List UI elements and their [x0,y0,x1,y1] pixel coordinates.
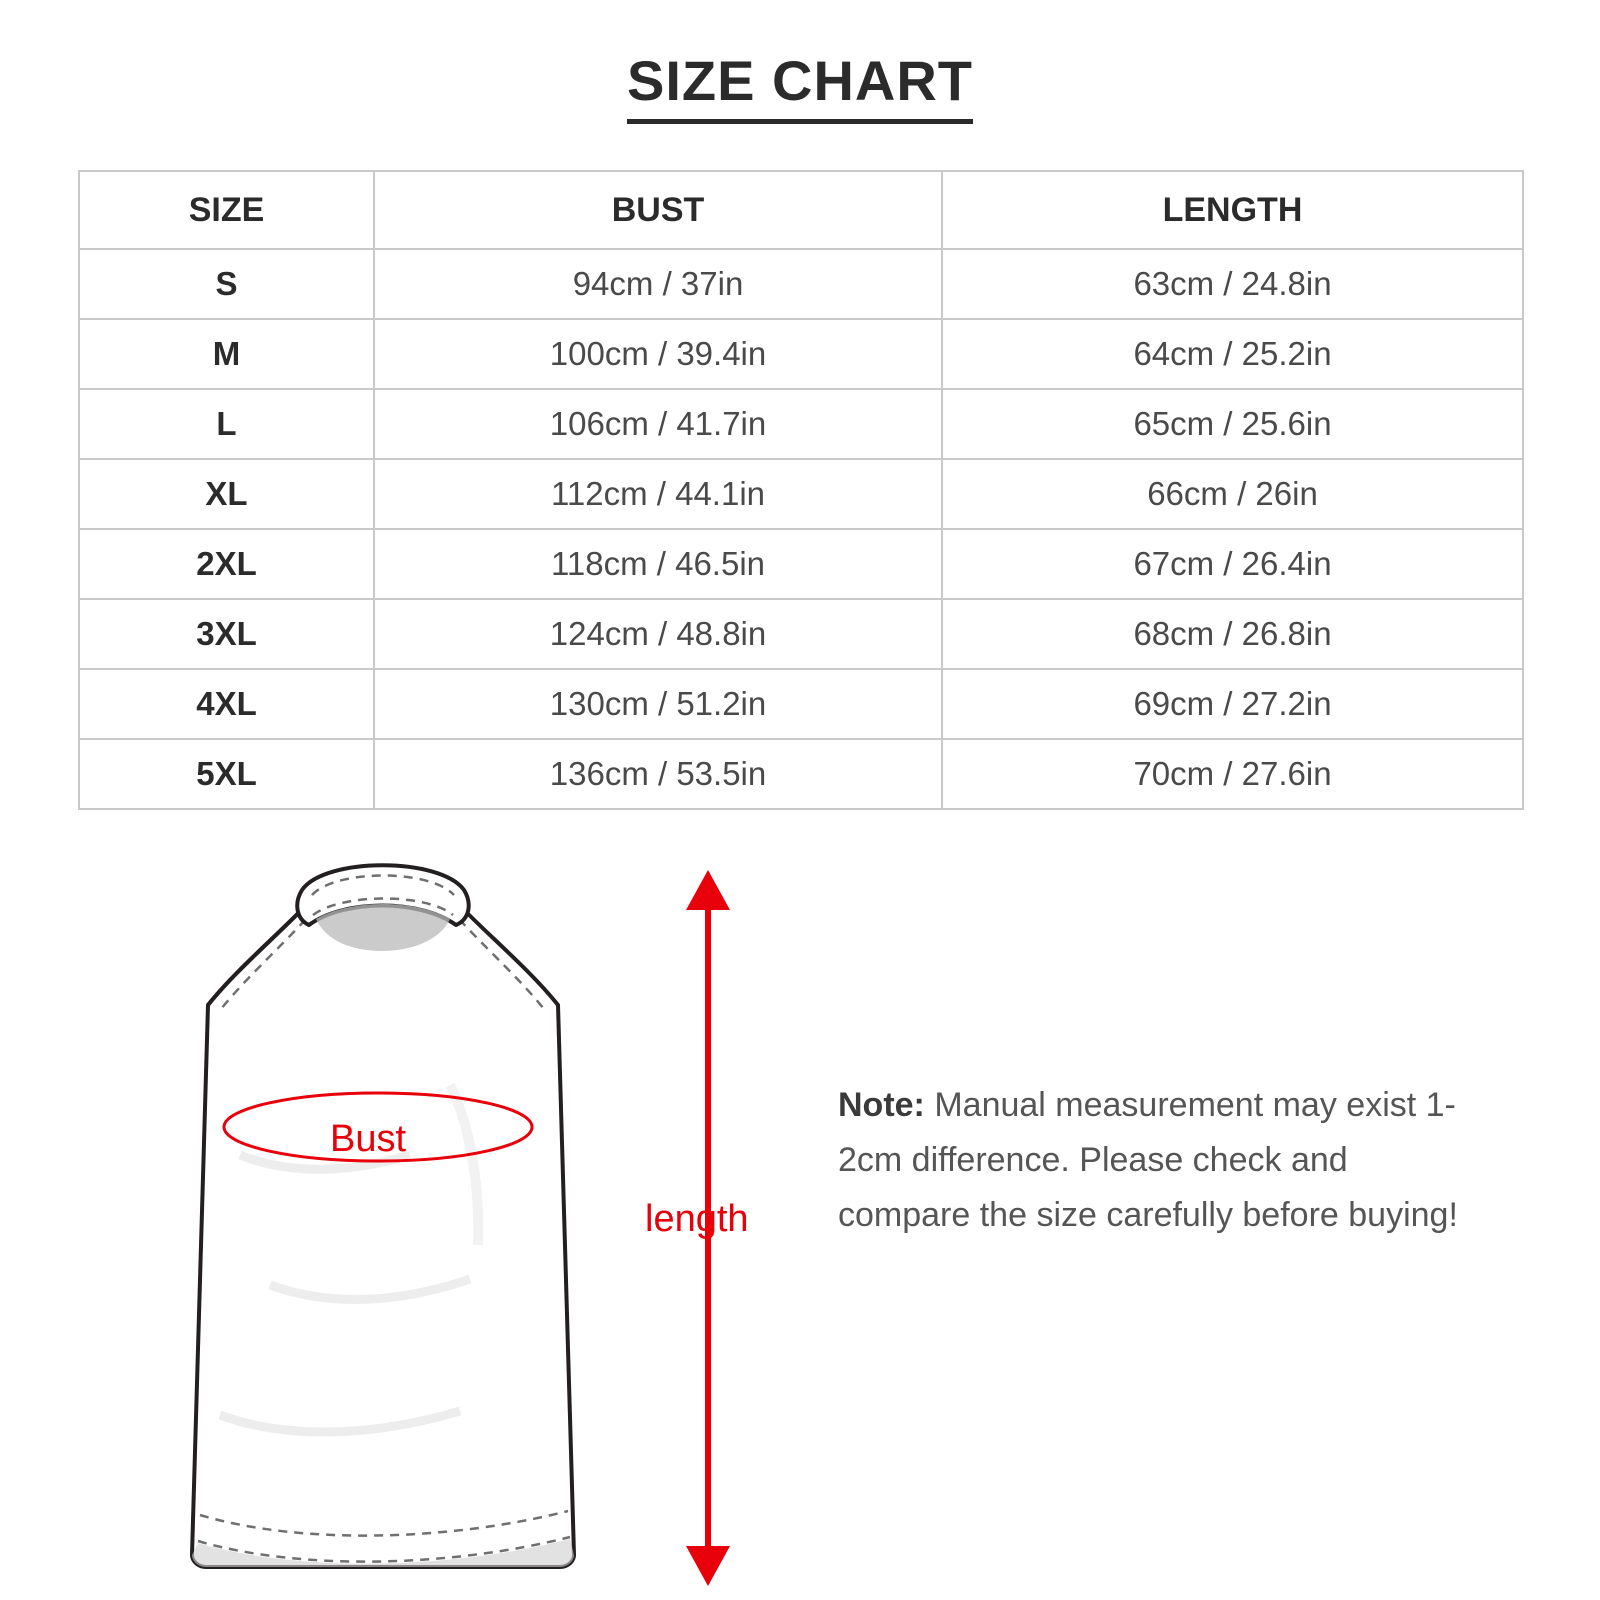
table-row [79,739,1523,809]
cell-bust: 94cm / 37in [374,249,942,319]
table-row [79,389,1523,459]
cell-size: XL [79,459,374,529]
cell-size: M [79,319,374,389]
cell-length: 66cm / 26in [942,459,1523,529]
cell-size: S [79,249,374,319]
note-text [838,1078,1478,1243]
cell-length: 68cm / 26.8in [942,599,1523,669]
page-title [0,48,1600,124]
cell-size: 3XL [79,599,374,669]
length-measurement-label: length [645,1198,749,1240]
cell-size: L [79,389,374,459]
cell-length: 65cm / 25.6in [942,389,1523,459]
table-row [79,319,1523,389]
cell-size: 4XL [79,669,374,739]
cell-bust: 130cm / 51.2in [374,669,942,739]
bust-measurement-label: Bust [330,1118,407,1160]
table-header-row [79,171,1523,249]
cell-length: 63cm / 24.8in [942,249,1523,319]
cell-bust: 112cm / 44.1in [374,459,942,529]
table-row [79,599,1523,669]
column-header-length: LENGTH [942,171,1523,249]
note-prefix: Note: [838,1086,925,1124]
cell-bust: 106cm / 41.7in [374,389,942,459]
page-title-text: SIZE CHART [627,48,973,124]
cell-size: 5XL [79,739,374,809]
cell-bust: 100cm / 39.4in [374,319,942,389]
column-header-bust: BUST [374,171,942,249]
cell-length: 64cm / 25.2in [942,319,1523,389]
cell-size: 2XL [79,529,374,599]
table-row [79,529,1523,599]
note-body: Manual measurement may exist 1-2cm difference. Please check and compare the size carefully before buying! [838,1086,1458,1235]
column-header-size: SIZE [79,171,374,249]
table-row [79,249,1523,319]
table-row [79,669,1523,739]
size-table-container [78,170,1522,810]
cell-bust: 118cm / 46.5in [374,529,942,599]
cell-bust: 124cm / 48.8in [374,599,942,669]
cell-length: 69cm / 27.2in [942,669,1523,739]
cell-length: 70cm / 27.6in [942,739,1523,809]
cell-length: 67cm / 26.4in [942,529,1523,599]
cell-bust: 136cm / 53.5in [374,739,942,809]
size-table [78,170,1524,810]
table-row [79,459,1523,529]
